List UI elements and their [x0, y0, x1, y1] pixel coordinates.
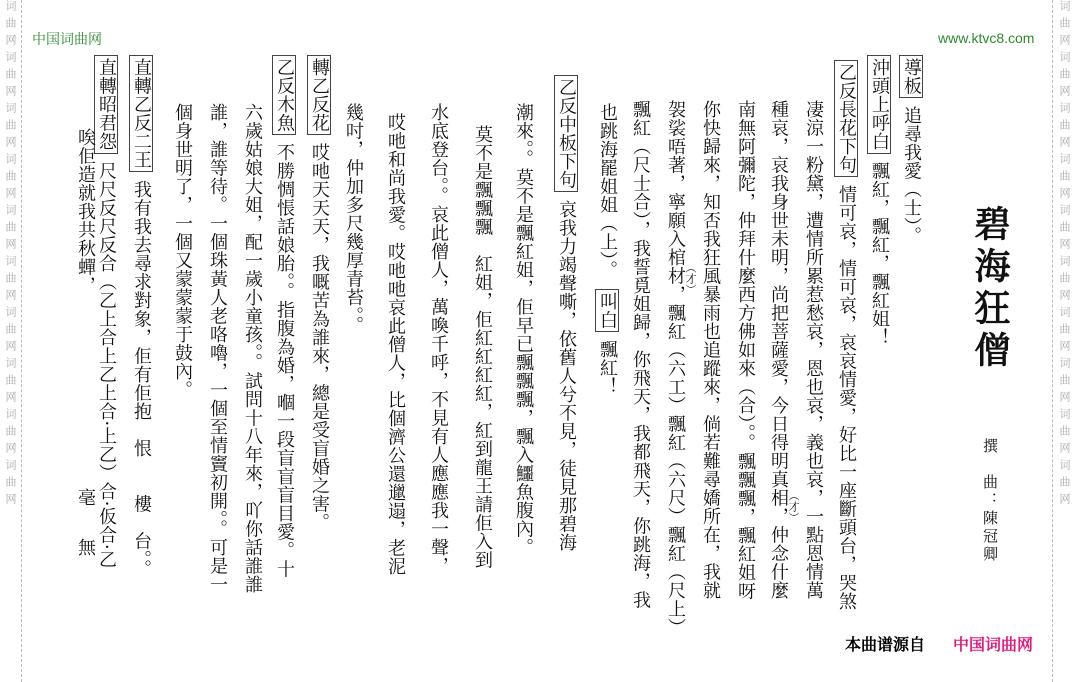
lyric-text: 情可哀，情可哀，哀哀情愛，好比一座斷頭台，哭煞	[836, 185, 857, 611]
lyric-column: 凄涼一粉黛，遭情所累惹愁哀，恩也哀，義也哀，一點恩情萬	[803, 100, 824, 600]
lyric-column: 袈裟唔著，寧願入棺材，飄紅（六工）飄紅（六尺）飄紅（尺上）	[665, 100, 686, 637]
site-url[interactable]: www.ktvc8.com	[938, 30, 1035, 46]
section-label: 乙反木魚	[272, 55, 296, 135]
lyric-column: 誰，誰等待。一個珠黃人老咯嚕，一個至情竇初開。。可是一	[207, 103, 228, 594]
lyric-text: 追尋我愛（士）。	[901, 106, 922, 245]
lyric-text: 飄紅，飄紅，飄紅姐！	[869, 161, 890, 347]
lyric-text: 無	[75, 538, 96, 557]
lyric-text: 毫	[75, 488, 96, 507]
lyric-column: 哎吔和尚我愛。哎吔吔哀此僧人，比個濟公還邋遢，老泥	[385, 113, 406, 576]
lyric-column: 六歲姑娘大姐，配一歲小童孩。。試問十八年來，吖你話誰誰	[242, 103, 263, 594]
lyric-text: 哎吔天天天，我嘅苦為誰來，總是受盲婚之害。	[309, 143, 330, 532]
lyric-column: 潮來。。莫不是飄紅姐，佢早已飄飄飄，飄入鱷魚腹內。	[513, 103, 534, 557]
lyric-column: 飄紅（尺士合），我誓覓姐歸，你飛天，我都飛天，你跳海，我	[630, 100, 651, 609]
section-label: 乙反中板下句	[554, 75, 578, 192]
page-title: 碧海狂僧	[969, 205, 1011, 373]
lyric-column	[901, 55, 923, 245]
lyric-column	[556, 75, 578, 552]
lyric-column	[309, 55, 331, 532]
divider-right	[1052, 0, 1053, 682]
section-label: 轉乙反花	[307, 55, 331, 135]
section-label: 導板	[899, 55, 923, 98]
percussion-note: （才）	[684, 262, 697, 295]
lyric-text: 不勝惆悵話娘胎。。指腹為婚，嗰一段盲盲盲目愛。十	[274, 143, 295, 578]
lyric-column	[597, 103, 619, 396]
lyric-column	[96, 55, 118, 569]
lyric-column	[836, 60, 858, 611]
divider-left	[21, 0, 22, 682]
lyric-text: 我有我去尋求對象，佢有佢抱 恨 樓 台。。	[131, 180, 152, 578]
source-label: 本曲谱源自	[845, 635, 926, 654]
lyric-column: 唉佢造就我共秋蟬，	[75, 128, 96, 295]
lyric-column: 個身世明了，一個又蒙蒙蒙于鼓內。	[172, 103, 193, 399]
lyric-column	[869, 55, 891, 347]
lyric-column: 種哀，哀我身世未明，尚把菩薩愛，今日得明真相，仲念什麼	[768, 100, 789, 600]
lyric-column: 莫不是飄飄飄 紅姐，佢紅紅紅紅，紅到龍王請佢入到	[472, 125, 493, 569]
lyric-text: 尺尺反尺反合（乙上合上乙上合·上乙）合·仮合·乙	[96, 161, 117, 569]
lyric-column	[274, 55, 296, 578]
section-label: 乙反長花下句	[834, 60, 858, 177]
lyric-column: 水底登台。。哀此僧人，萬喚千呼，不見有人應應我一聲，	[428, 103, 449, 575]
section-label: 直轉昭君怨	[94, 55, 118, 154]
watermark-left: 词曲网词曲网词曲网词曲网词曲网词曲网词曲网词曲网词曲网词曲网	[4, 0, 17, 510]
percussion-note: （才）	[787, 490, 800, 523]
lyric-text: 哀我力竭聲嘶，依舊人兮不見，徒見那碧海	[556, 200, 577, 552]
lyric-column: 你快歸來，知否我狂風暴雨也追蹤來，倘若難尋嬌所在，我就	[700, 100, 721, 600]
site-name[interactable]: 中国词曲网	[32, 32, 102, 48]
lyric-text: 也跳海罷姐姐（上）。	[597, 103, 618, 279]
source-site-link[interactable]: 中国词曲网	[953, 635, 1034, 654]
lyric-column	[131, 55, 153, 578]
lyric-column: 南無阿彌陀，仲拜什麼西方佛如來（合）。。飄飄飄，飄紅姐呀	[735, 100, 756, 600]
section-label: 沖頭上呼白	[867, 55, 891, 154]
section-label: 叫白	[595, 289, 619, 332]
author-credit: 撰 曲：陳冠卿	[981, 438, 999, 564]
watermark-right: 词曲网词曲网词曲网词曲网词曲网词曲网词曲网词曲网词曲网词曲网	[1058, 0, 1071, 510]
lyric-text: 飄紅！	[597, 340, 618, 396]
lyric-column: 幾吋，仲加多尺幾厚青苔。。	[343, 103, 364, 335]
section-label: 直轉乙反二王	[129, 55, 153, 172]
